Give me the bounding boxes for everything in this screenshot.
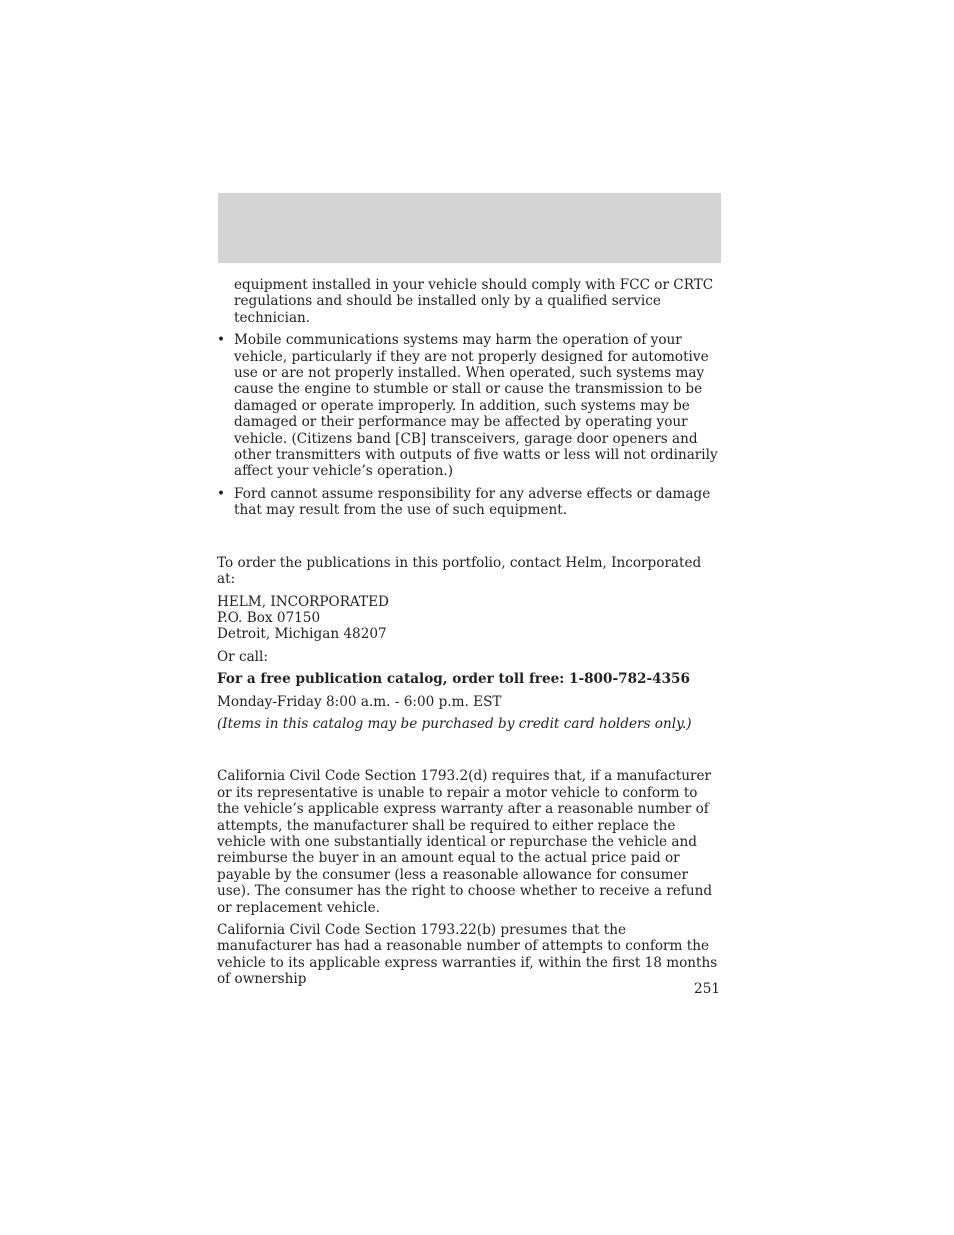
ordering-intro: To order the publications in this portfolio, contact Helm, Incorporated at: [217,554,702,588]
bullet-text: Mobile communications systems may harm the operation of your vehicle, particularly if they are not properly designed for automotive use or are not properly installed. When operated, such systems may cause the engine to stumble or stall or cause the transmission to be damaged or operate improperly. In addition, such systems may be damaged or their performance may be affected by operating your vehicle. (Citizens band [CB] transceivers, garage door openers and other transmitters with outputs of five watts or less will not ordinarily affect your vehicle’s operation.) [234,332,718,480]
address-line: Detroit, Michigan 48207 [217,626,387,643]
page-number: 251 [694,981,720,997]
california-paragraph: California Civil Code Section 1793.2(d) requires that, if a manufacturer or its representative is unable to repair a motor vehicle to conform to the vehicle’s applicable express warranty after a reasonable number of attempts, the manufacturer shall be required to either replace the vehicle with one substantially identical or repurchase the vehicle and reimburse the buyer in an amount equal to the actual price paid or payable by the consumer (less a reasonable allowance for consumer use). The consumer has the right to choose whether to receive a refund or replacement vehicle. [217,768,713,916]
section-header-band [218,193,721,263]
address-line: HELM, INCORPORATED [217,593,389,610]
california-paragraph: California Civil Code Section 1793.22(b) presumes that the manufacturer has had a reasonable number of attempts to conform the vehicle to its applicable express warranties if, within the first 18 months of ownership [217,922,718,988]
bullet-text: Ford cannot assume responsibility for any adverse effects or damage that may result from the use of such equipment. [234,485,711,519]
bullet-item [217,486,722,519]
page-content [217,277,722,988]
business-hours: Monday-Friday 8:00 a.m. - 6:00 p.m. EST [217,693,502,710]
catalog-note: (Items in this catalog may be purchased by credit card holders only.) [217,715,692,732]
bullet-item [217,332,722,480]
bullet-marker: • [217,332,226,349]
mailing-address [217,594,722,643]
address-line: P.O. Box 07150 [217,609,321,626]
toll-free-line: For a free publication catalog, order toll free: 1-800-782-4356 [217,671,690,688]
or-call-text: Or call: [217,648,268,665]
continuation-paragraph: equipment installed in your vehicle should comply with FCC or CRTC regulations and should be installed only by a qualified service technician. [234,277,714,326]
bullet-marker: • [217,485,226,502]
